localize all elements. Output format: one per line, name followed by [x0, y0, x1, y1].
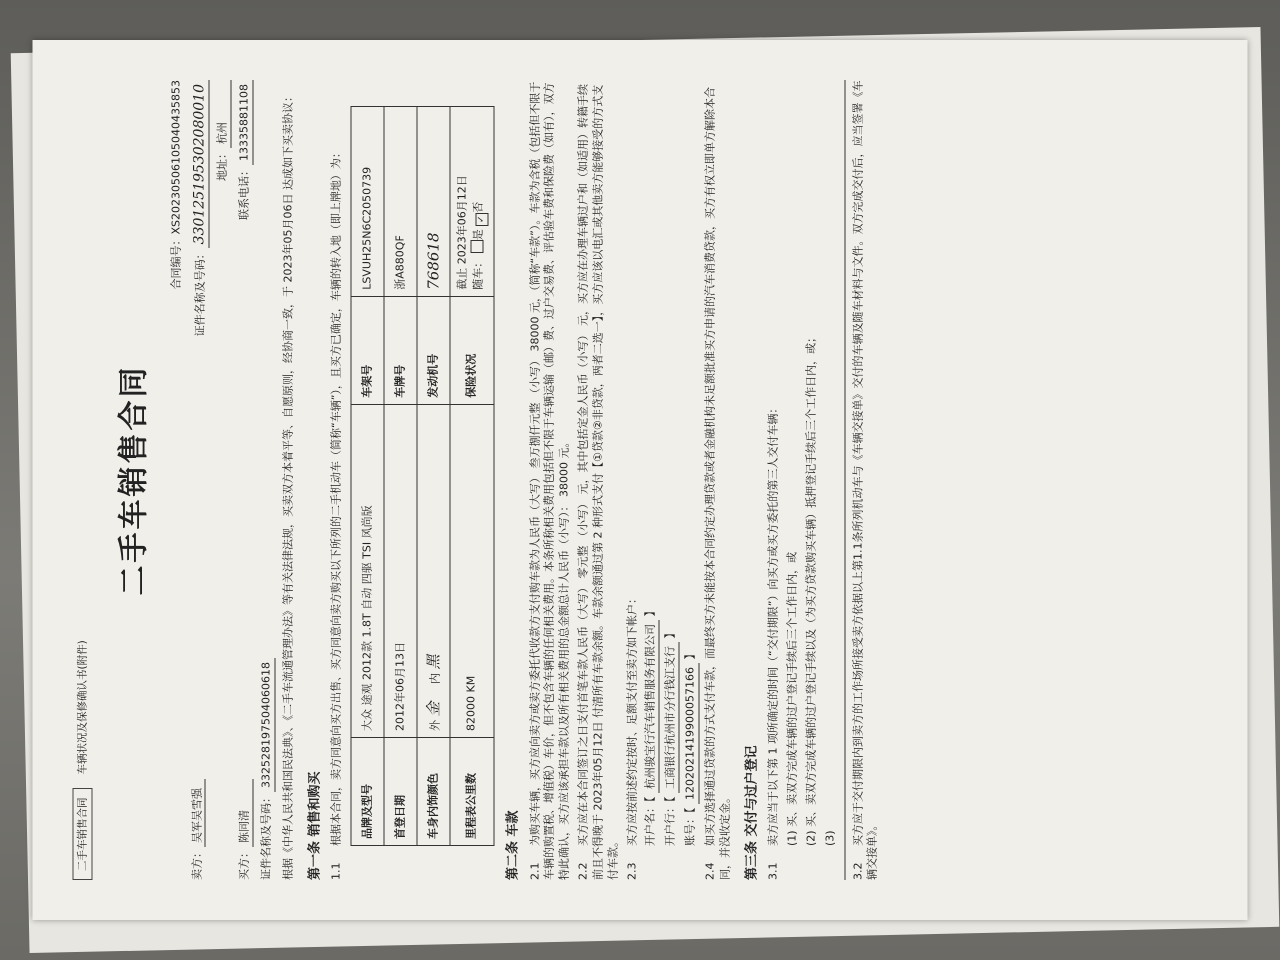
checkbox-yes-icon	[471, 240, 484, 253]
clause-2-1: 2.1为购买车辆，买方应向卖方或卖方委托代收款方支付购车款为人民币（大写） 叁万捌仟元整 （小写） 38000 元，（简称“车款”）。车款为含税（包括但不限于车辆的购置税、增值税）车价，但不包含车辆的任何相关费用。本条所称相关费用包括但不限于车辆运输（邮）费、过户交易费、评估验车费和保险费（如有），双方特此确认，买方应该承担车款以及所有相关费用的总金额总计人民币（小写）： 38000 元。	[528, 81, 571, 880]
first-registration: 2012年06月13日	[384, 404, 417, 737]
table-row: 首登日期 2012年06月13日 车牌号 浙A880QF	[384, 107, 417, 846]
clause-2-2: 2.2买方应在本合同签订之日支付首笔车款人民币（大写） 零元整 （小写） 元，其中包括定金人民币（小写） 元，买方应在办理车辆过户和（如适用）转籍手续前且不得晚于 2023年05月12日 付清所有车款余额。车款余额通过第 2 种形式支付【①贷款②非贷款，两者二选一】，买方应该以电汇或其他卖方能够接受的方式支付车款。	[576, 84, 620, 880]
preamble: 根据《中华人民共和国民法典》、《二手车流通管理办法》等有关法律法规，买卖双方本着平等、自愿原则，经协商一致，于 2023年05月06日 达成如下买卖协议：	[281, 91, 295, 880]
buyer-phone: 13335881108	[238, 80, 254, 165]
seller-id: 330125195302080010	[190, 80, 210, 248]
table-row: 品牌及型号 大众 途观 2012款 1.8T 自动 四驱 TSI 风尚版 车架号 LSVUH25N6C2050739	[351, 107, 384, 846]
interior-color: 黑	[424, 654, 443, 670]
vehicle-model: 大众 途观 2012款 1.8T 自动 四驱 TSI 风尚版	[351, 404, 384, 737]
contract-number: 合同编号：XS20230506105040435853	[169, 80, 183, 290]
contract-number-value: XS20230506105040435853	[169, 80, 183, 235]
clause-3-1-option-1: (1) 买、卖双方完成车辆的过户登记手续后三个工作日内，或	[785, 551, 799, 846]
buyer-name: 陈同清	[238, 779, 254, 847]
buyer-id-row: 证件名称及号码：332528197504060618	[260, 80, 276, 880]
vehicle-table	[351, 106, 495, 846]
vehicle-vin: LSVUH25N6C2050739	[351, 107, 384, 297]
clause-1-1: 1.1根据本合同，卖方同意向买方出售、买方同意向卖方购买以下所列的二手机动车（简称“车辆”），且买方已确定，车辆的转入地（即上牌地）为：	[329, 147, 343, 880]
clause-2-4: 2.4如买方选择通过贷款的方式支付车款，而最终买方未能按本合同约定办理贷款或者金融机构未足额批准买方申请的汽车消费贷款，买方有权立即单方解除本合同，并没收定金。	[703, 87, 732, 880]
seller-row: 卖方：吴军吴雪强 证件名称及号码：330125195302080010	[190, 80, 210, 880]
clause-3-1-option-3: (3)	[823, 830, 837, 846]
page-title: 二手车销售合同	[116, 364, 152, 596]
seller-address-row: 地址：杭州	[216, 80, 232, 880]
bank-row: 开户行：【 工商银行杭州市分行钱江支行 】	[664, 80, 680, 880]
clause-3-1: 3.1卖方应当于以下第 1 项所确定的时间（“交付期限”）向买方或买方委托的第三人交付车辆：	[766, 402, 780, 880]
doc-tabs	[73, 80, 93, 880]
bank-name: 工商银行杭州市分行钱江支行	[664, 642, 680, 793]
clause-3-2: 3.2买方应于交付期限内到卖方的工作场所接受卖方依据以上第1.1条所列机动车与《车辆交接单》交付的车辆及随车材料与文件。双方完成交付后，应当签署《车辆交接单》。	[851, 80, 879, 880]
seller-name: 吴军吴雪强	[190, 779, 206, 847]
article-2-title: 第二条 车款	[505, 810, 521, 880]
insurance-status: 截止 2023年06月12日 随车： 是 ✓否	[450, 107, 494, 297]
contract-content	[73, 80, 885, 880]
seller-address: 杭州	[216, 80, 232, 148]
table-row: 车身内饰颜色 外 金 内 黑 发动机号 768618	[417, 107, 450, 846]
contract-page	[33, 40, 1248, 920]
engine-number: 768618	[417, 107, 450, 297]
clause-3-1-option-2: (2) 买、卖双方完成车辆的过户登记手续以及（为买方贷款购买车辆）抵押登记手续后三个工作日内，或；	[804, 331, 818, 846]
article-1-title: 第一条 销售和购买	[307, 771, 323, 880]
article-3-title: 第三条 交付与过户登记	[744, 745, 760, 880]
mileage: 82000 KM	[450, 404, 494, 737]
tab-contract: 二手车销售合同	[73, 789, 93, 881]
account-name: 杭州骏宝行汽车销售服务有限公司	[644, 620, 660, 793]
account-name-row: 开户名：【 杭州骏宝行汽车销售服务有限公司 】	[644, 80, 660, 880]
account-number: 1202021419900057166	[684, 663, 700, 804]
buyer-row: 买方：陈同清 联系电话：13335881108	[238, 80, 254, 880]
vehicle-colors: 外 金 内 黑	[417, 404, 450, 737]
buyer-id: 332528197504060618	[260, 658, 276, 792]
checkbox-no-checked-icon: ✓	[476, 213, 489, 226]
account-number-row: 账号：【 1202021419900057166 】	[684, 80, 700, 880]
tab-annex: 车辆状况及保修确认书(附件)	[76, 640, 89, 775]
table-row: 里程表公里数 82000 KM 保险状况 截止 2023年06月12日 随车： 是 ✓否	[450, 107, 494, 846]
divider	[844, 80, 845, 880]
exterior-color: 金	[424, 701, 443, 717]
plate-number: 浙A880QF	[384, 107, 417, 297]
clause-2-3: 2.3买方应按前述约定按时、足额支付至卖方如下帐户：	[625, 593, 639, 880]
